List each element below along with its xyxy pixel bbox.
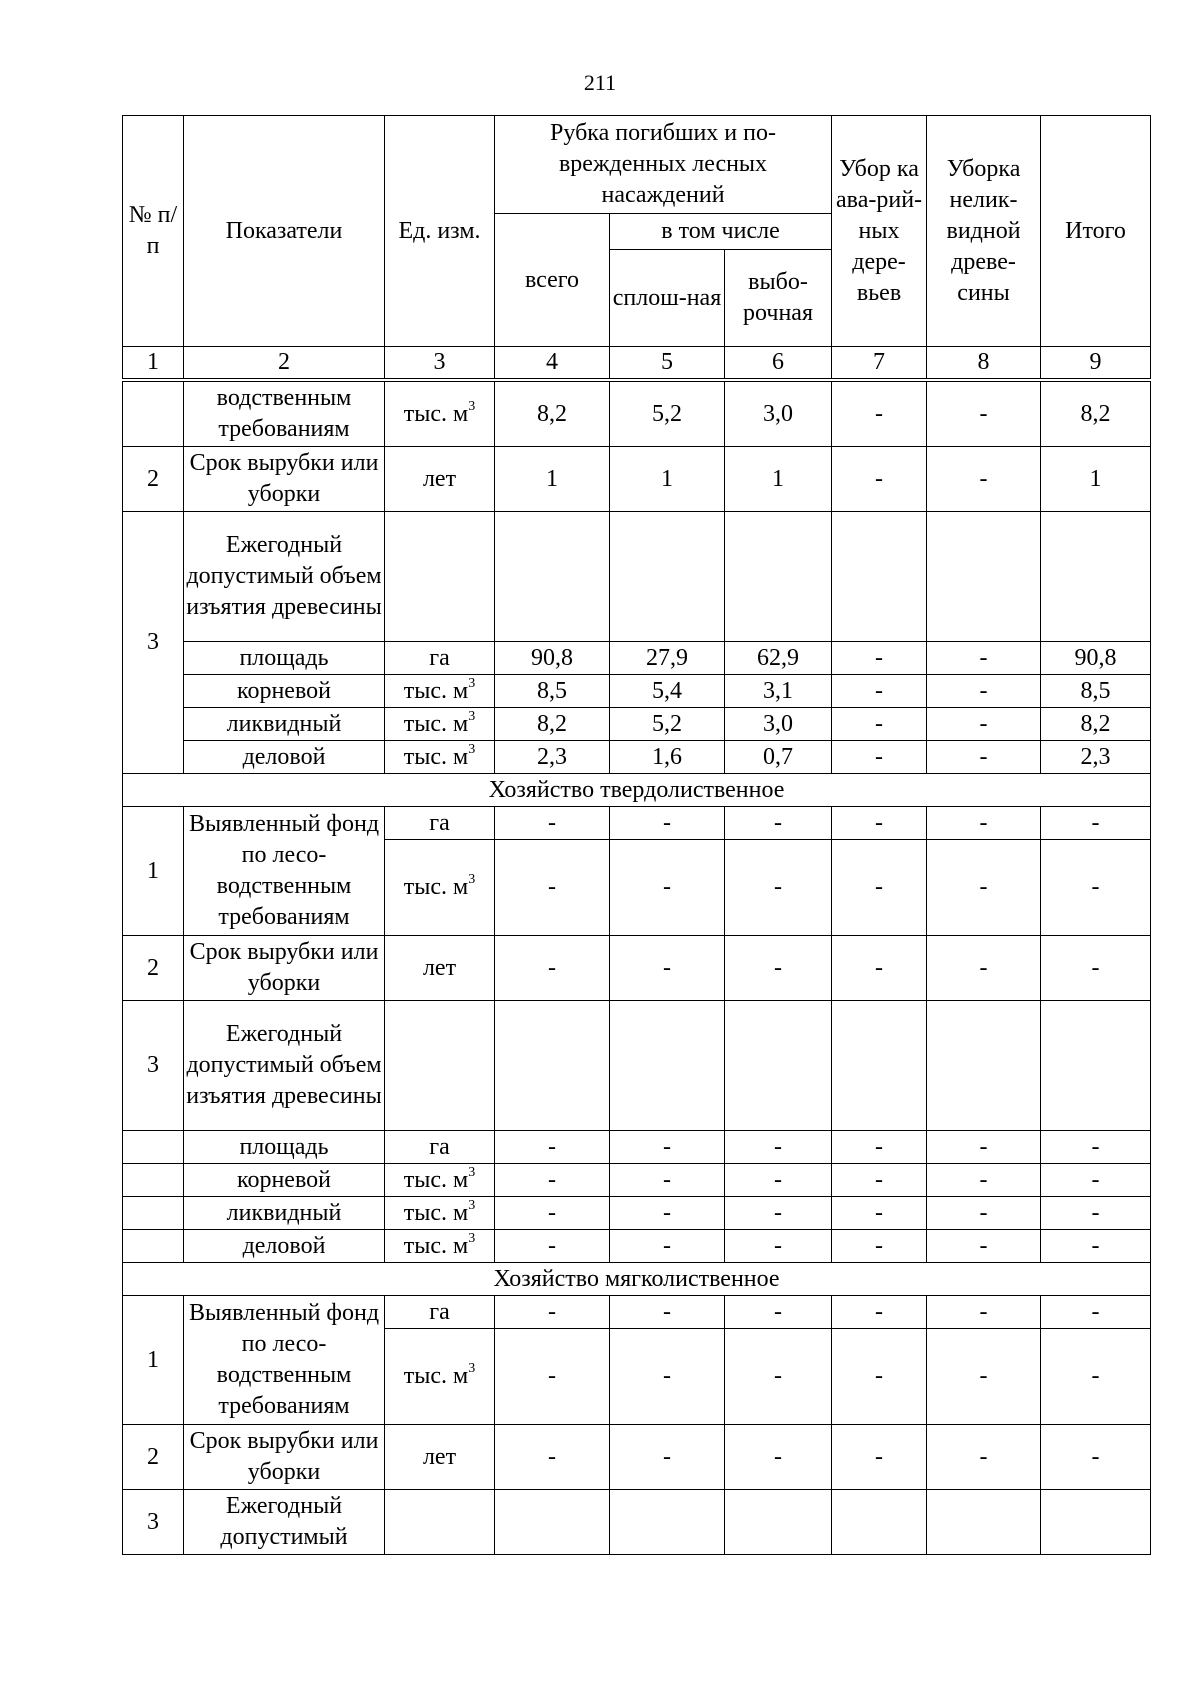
value-cell: - [725, 936, 832, 1001]
indicator-label: площадь [184, 1131, 385, 1164]
column-number: 5 [610, 347, 725, 381]
value-cell [610, 1490, 725, 1555]
indicator-label: Срок вырубки или уборки [184, 447, 385, 512]
value-cell: - [832, 380, 927, 447]
value-cell: - [1041, 807, 1151, 840]
row-number: 3 [123, 512, 184, 774]
value-cell: - [725, 1164, 832, 1197]
value-cell: - [725, 807, 832, 840]
value-cell: 3,1 [725, 675, 832, 708]
unit-cell: тыс. $м^3$ [385, 1164, 495, 1197]
value-cell: - [725, 1296, 832, 1329]
table-row [123, 741, 1151, 774]
indicator-label: водственным требованиям [184, 380, 385, 447]
value-cell: 5,4 [610, 675, 725, 708]
value-cell: - [725, 1230, 832, 1263]
value-cell: - [610, 1197, 725, 1230]
value-cell: - [927, 1230, 1041, 1263]
value-cell: - [832, 1230, 927, 1263]
value-cell: 90,8 [1041, 642, 1151, 675]
value-cell [725, 1001, 832, 1131]
value-cell: - [725, 840, 832, 936]
indicator-label: Выявленный фонд по лесо-водственным требованиям [184, 807, 385, 936]
header-unit: Ед. изм. [385, 116, 495, 347]
value-cell: 62,9 [725, 642, 832, 675]
unit-cell: лет [385, 936, 495, 1001]
value-cell: - [832, 1329, 927, 1425]
value-cell: - [832, 708, 927, 741]
section-title-hardwood: Хозяйство твердолиственное [123, 774, 1151, 807]
indicator-label: корневой [184, 1164, 385, 1197]
value-cell: 0,7 [725, 741, 832, 774]
column-number: 4 [495, 347, 610, 381]
value-cell: - [927, 380, 1041, 447]
value-cell [495, 512, 610, 642]
value-cell: - [495, 1230, 610, 1263]
indicator-label: Выявленный фонд по лесо-водственным требованиям [184, 1296, 385, 1425]
value-cell: - [927, 840, 1041, 936]
unit-cell: га [385, 1296, 495, 1329]
unit-cell: тыс. $м^3$ [385, 741, 495, 774]
value-cell: - [927, 708, 1041, 741]
value-cell: - [725, 1329, 832, 1425]
value-cell: - [832, 840, 927, 936]
value-cell [610, 512, 725, 642]
unit-cell: тыс. $м^3$ [385, 1329, 495, 1425]
row-number: 2 [123, 1425, 184, 1490]
value-cell [927, 1490, 1041, 1555]
value-cell: - [610, 936, 725, 1001]
indicator-label: Срок вырубки или уборки [184, 936, 385, 1001]
value-cell: - [927, 1164, 1041, 1197]
page-number: 211 [583, 70, 617, 95]
value-cell: 90,8 [495, 642, 610, 675]
table-row [123, 1164, 1151, 1197]
value-cell [725, 512, 832, 642]
column-number: 8 [927, 347, 1041, 381]
indicator-label: ликвидный [184, 708, 385, 741]
value-cell: - [927, 1296, 1041, 1329]
value-cell: - [610, 840, 725, 936]
indicator-label: ликвидный [184, 1197, 385, 1230]
indicator-label: Ежегодный допустимый объем изъятия древесины [184, 512, 385, 642]
header-felling-group: Рубка погибших и по-врежденных лесных насаждений [495, 116, 832, 214]
column-number: 6 [725, 347, 832, 381]
value-cell: - [927, 1425, 1041, 1490]
row-number: 1 [123, 1296, 184, 1425]
value-cell: - [495, 1197, 610, 1230]
value-cell: - [495, 1164, 610, 1197]
table-row [123, 1197, 1151, 1230]
unit-cell: га [385, 1131, 495, 1164]
row-number: 2 [123, 447, 184, 512]
value-cell: 1 [495, 447, 610, 512]
table-row [123, 1490, 1151, 1555]
value-cell: 27,9 [610, 642, 725, 675]
value-cell: - [610, 1296, 725, 1329]
section-row [123, 774, 1151, 807]
forestry-table [122, 115, 1151, 1555]
value-cell [1041, 512, 1151, 642]
table-row [123, 512, 1151, 642]
unit-cell: тыс. $м^3$ [385, 1230, 495, 1263]
unit-cell: тыс. $м^3$ [385, 708, 495, 741]
unit-cell: га [385, 807, 495, 840]
value-cell: - [495, 1296, 610, 1329]
value-cell: 8,2 [495, 380, 610, 447]
value-cell: 8,5 [1041, 675, 1151, 708]
unit-cell [385, 1001, 495, 1131]
indicator-label: Ежегодный допустимый объем изъятия древесины [184, 1001, 385, 1131]
value-cell: - [927, 936, 1041, 1001]
row-number-cell [123, 1197, 184, 1230]
value-cell: 5,2 [610, 380, 725, 447]
value-cell: - [927, 447, 1041, 512]
value-cell: - [610, 1425, 725, 1490]
value-cell: - [832, 1296, 927, 1329]
value-cell: 3,0 [725, 380, 832, 447]
value-cell: - [927, 807, 1041, 840]
value-cell: - [610, 1230, 725, 1263]
value-cell: - [832, 642, 927, 675]
unit-cell [385, 1490, 495, 1555]
value-cell [832, 512, 927, 642]
value-cell: - [927, 642, 1041, 675]
value-cell: 2,3 [495, 741, 610, 774]
column-number: 7 [832, 347, 927, 381]
row-number-cell [123, 1230, 184, 1263]
value-cell [495, 1490, 610, 1555]
row-number: 3 [123, 1490, 184, 1555]
unit-cell: тыс. $м^3$ [385, 380, 495, 447]
value-cell: - [1041, 1197, 1151, 1230]
value-cell [927, 1001, 1041, 1131]
value-cell: - [927, 1131, 1041, 1164]
section-row [123, 1263, 1151, 1296]
header-illiquid: Уборка нелик-видной древе-сины [927, 116, 1041, 347]
header-selective: выбо-рочная [725, 250, 832, 347]
header-clear: сплош-ная [610, 250, 725, 347]
header-row [123, 116, 1151, 214]
value-cell [610, 1001, 725, 1131]
value-cell: 2,3 [1041, 741, 1151, 774]
column-number: 2 [184, 347, 385, 381]
value-cell: - [832, 741, 927, 774]
table-row [123, 708, 1151, 741]
value-cell: - [725, 1131, 832, 1164]
value-cell: - [610, 1164, 725, 1197]
value-cell: - [832, 1164, 927, 1197]
header-total-felling: всего [495, 214, 610, 347]
value-cell [832, 1490, 927, 1555]
row-number-cell [123, 1131, 184, 1164]
value-cell: - [495, 936, 610, 1001]
value-cell: - [610, 807, 725, 840]
value-cell: - [725, 1425, 832, 1490]
value-cell [927, 512, 1041, 642]
value-cell: - [1041, 1164, 1151, 1197]
row-number-cell [123, 380, 184, 447]
value-cell: - [1041, 1296, 1151, 1329]
table-row [123, 642, 1151, 675]
table-row [123, 380, 1151, 447]
value-cell: - [495, 840, 610, 936]
value-cell: - [927, 1197, 1041, 1230]
value-cell: - [927, 675, 1041, 708]
value-cell: 1 [610, 447, 725, 512]
value-cell: - [832, 1197, 927, 1230]
value-cell: - [495, 1131, 610, 1164]
table-row [123, 936, 1151, 1001]
value-cell: - [610, 1329, 725, 1425]
table-row [123, 1425, 1151, 1490]
value-cell: - [832, 675, 927, 708]
header-num: № п/п [123, 116, 184, 347]
value-cell: - [495, 1425, 610, 1490]
value-cell [1041, 1490, 1151, 1555]
column-number-row [123, 347, 1151, 381]
value-cell: - [1041, 1230, 1151, 1263]
value-cell: - [495, 807, 610, 840]
value-cell: - [832, 1425, 927, 1490]
indicator-label: деловой [184, 741, 385, 774]
value-cell [495, 1001, 610, 1131]
value-cell: - [1041, 936, 1151, 1001]
unit-cell [385, 512, 495, 642]
column-number: 9 [1041, 347, 1151, 381]
value-cell [1041, 1001, 1151, 1131]
value-cell: - [927, 741, 1041, 774]
table-row [123, 1001, 1151, 1131]
value-cell: 3,0 [725, 708, 832, 741]
value-cell: - [725, 1197, 832, 1230]
value-cell: - [832, 936, 927, 1001]
row-number-cell [123, 1164, 184, 1197]
unit-cell: тыс. $м^3$ [385, 1197, 495, 1230]
table-row [123, 1230, 1151, 1263]
indicator-label: Срок вырубки или уборки [184, 1425, 385, 1490]
row-number: 1 [123, 807, 184, 936]
value-cell [725, 1490, 832, 1555]
indicator-label: площадь [184, 642, 385, 675]
indicator-label: Ежегодный допустимый [184, 1490, 385, 1555]
value-cell: - [832, 807, 927, 840]
header-indicators: Показатели [184, 116, 385, 347]
column-number: 3 [385, 347, 495, 381]
value-cell: 8,2 [1041, 380, 1151, 447]
value-cell: - [1041, 840, 1151, 936]
table-row [123, 1296, 1151, 1329]
table-row [123, 675, 1151, 708]
value-cell: 5,2 [610, 708, 725, 741]
header-sum: Итого [1041, 116, 1151, 347]
indicator-label: деловой [184, 1230, 385, 1263]
unit-cell: га [385, 642, 495, 675]
value-cell: - [610, 1131, 725, 1164]
indicator-label: корневой [184, 675, 385, 708]
value-cell: 1 [725, 447, 832, 512]
table-row [123, 807, 1151, 840]
column-number: 1 [123, 347, 184, 381]
header-including: в том числе [610, 214, 832, 250]
table-row [123, 447, 1151, 512]
unit-cell: лет [385, 447, 495, 512]
value-cell: 8,5 [495, 675, 610, 708]
value-cell: 8,2 [495, 708, 610, 741]
unit-cell: тыс. $м^3$ [385, 840, 495, 936]
row-number: 3 [123, 1001, 184, 1131]
unit-cell: лет [385, 1425, 495, 1490]
section-title-softwood: Хозяйство мягколиственное [123, 1263, 1151, 1296]
value-cell: - [832, 447, 927, 512]
value-cell: - [832, 1131, 927, 1164]
table-row [123, 1131, 1151, 1164]
value-cell: - [495, 1329, 610, 1425]
value-cell: - [1041, 1131, 1151, 1164]
row-number: 2 [123, 936, 184, 1001]
value-cell: - [1041, 1329, 1151, 1425]
value-cell: 1 [1041, 447, 1151, 512]
unit-cell: тыс. $м^3$ [385, 675, 495, 708]
value-cell [832, 1001, 927, 1131]
value-cell: 1,6 [610, 741, 725, 774]
value-cell: - [1041, 1425, 1151, 1490]
header-emergency: Убор ка ава-рий-ных дере-вьев [832, 116, 927, 347]
value-cell: 8,2 [1041, 708, 1151, 741]
value-cell: - [927, 1329, 1041, 1425]
